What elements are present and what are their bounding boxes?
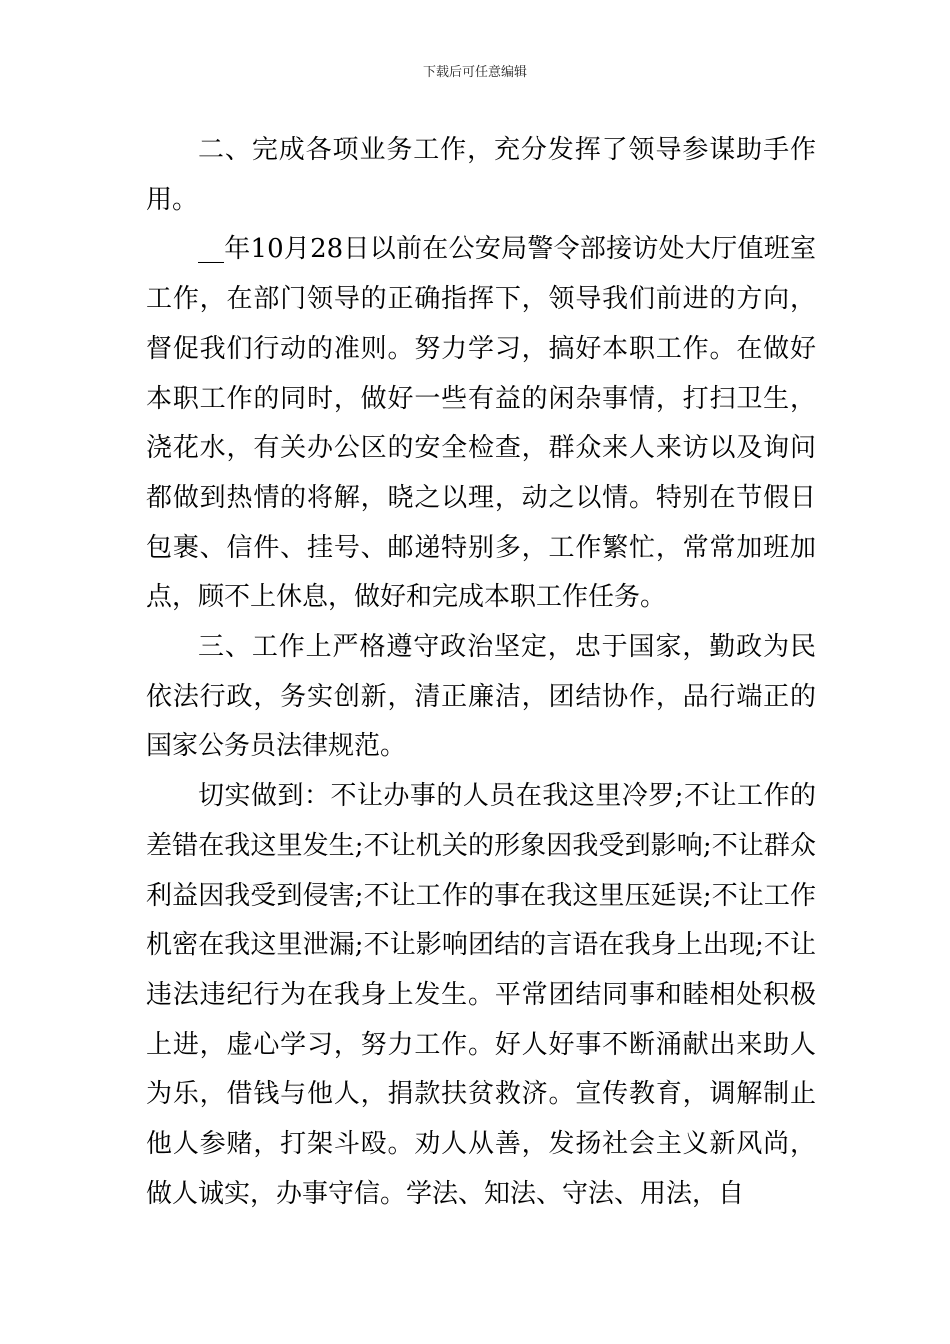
- paragraph-3-work-discipline: 三、工作上严格遵守政治坚定，忠于国家，勤政为民依法行政，务实创新，清正廉洁，团结协作，品行端正的国家公务员法律规范。: [146, 632, 816, 762]
- paragraph-commitments: 切实做到：不让办事的人员在我这里冷罗;不让工作的差错在我这里发生;不让机关的形象因我受到影响;不让群众利益因我受到侵害;不让工作的事在我这里压延误;不让工作机密在我这里泄漏;不让影响团结的言语在我身上出现;不让违法违纪行为在我身上发生。平常团结同事和睦相处积极上进，虚心学习，努力工作。好人好事不断涌献出来助人为乐，借钱与他人，捐款扶贫救济。宣传教育，调解制止他人参赌，打架斗殴。劝人从善，发扬社会主义新风尚，做人诚实，办事守信。学法、知法、守法、用法，自: [146, 781, 816, 1209]
- paragraph-2-business-work: 二、完成各项业务工作，充分发挥了领导参谋助手作用。: [146, 135, 816, 215]
- page-header: 下载后可任意编辑: [422, 65, 527, 80]
- paragraph-duty-room-work: __年10月28日以前在公安局警令部接访处大厅值班室工作，在部门领导的正确指挥下，领导我们前进的方向，督促我们行动的准则。努力学习，搞好本职工作。在做好本职工作的同时，做好一些有益的闲杂事情，打扫卫生，浇花水，有关办公区的安全检查，群众来人来访以及询问都做到热情的将解，晓之以理，动之以情。特别在节假日包裹、信件、挂号、邮递特别多，工作繁忙，常常加班加点，顾不上休息，做好和完成本职工作任务。: [146, 234, 816, 613]
- document-body: [146, 126, 816, 1219]
